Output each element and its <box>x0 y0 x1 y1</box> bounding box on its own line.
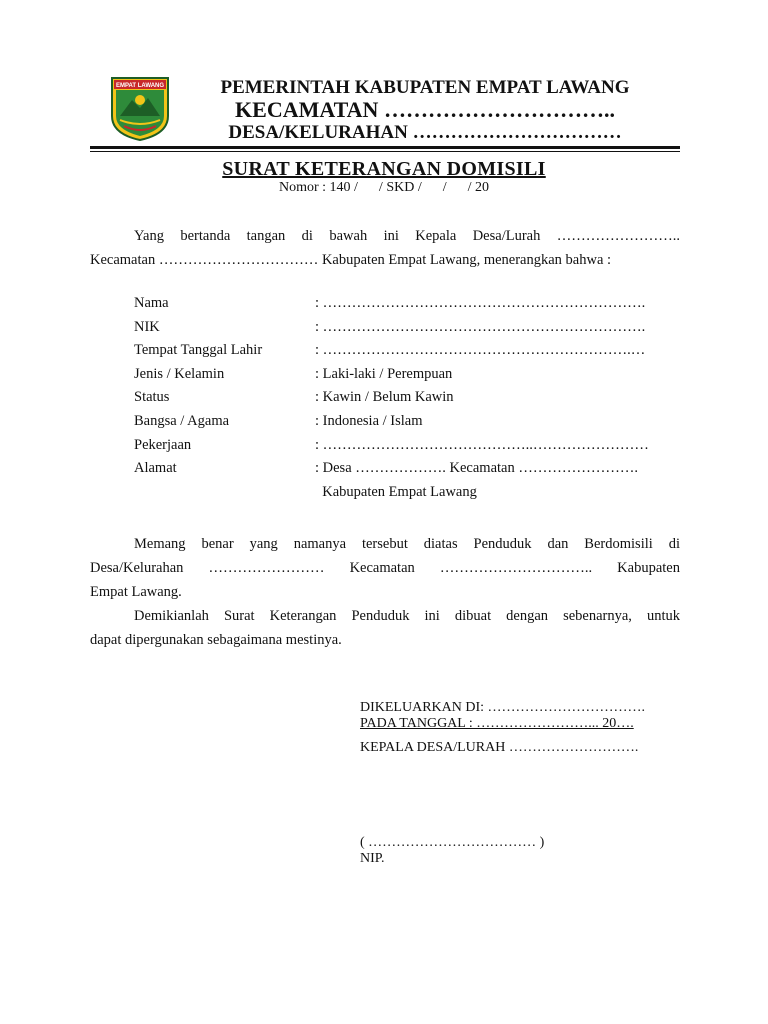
field-label: Status <box>134 389 170 406</box>
field-value: : Indonesia / Islam <box>315 412 423 429</box>
statement-paragraph <box>90 532 680 604</box>
statement-line-1: Memang benar yang namanya tersebut diatas Penduduk dan Berdomisili di <box>134 536 680 552</box>
statement-line-3: Empat Lawang. <box>90 584 182 600</box>
intro-line-2: Kecamatan …………………………… Kabupaten Empat Lawang, menerangkan bahwa : <box>90 252 612 268</box>
closing-line-2: dapat dipergunakan sebagaimana mestinya. <box>90 632 342 648</box>
signatory-title: KEPALA DESA/LURAH ………………………. <box>360 740 639 755</box>
signatory-name: ( ……………………………… ) <box>360 835 545 850</box>
document-number: Nomor : 140 / / SKD / / / 20 <box>278 180 489 195</box>
field-label: Bangsa / Agama <box>134 412 230 429</box>
statement-line-2: Desa/Kelurahan …………………… Kecamatan ………………………….. Kabupaten <box>90 560 680 576</box>
field-value: : Kawin / Belum Kawin <box>315 389 454 406</box>
field-value: : ……………………………………..…………………… <box>315 436 649 453</box>
field-value: : Desa ………………. Kecamatan ……………………. <box>315 460 638 477</box>
issued-at: DIKELUARKAN DI: ……………………………. <box>360 700 646 715</box>
empat-lawang-emblem-icon <box>110 76 170 142</box>
document-title: SURAT KETERANGAN DOMISILI <box>222 158 546 180</box>
signatory-nip: NIP. <box>360 851 385 866</box>
intro-line-1: Yang bertanda tangan di bawah ini Kepala Desa/Lurah …………………….. <box>134 228 680 244</box>
header-divider-thick <box>90 146 680 149</box>
field-label: NIK <box>134 318 160 335</box>
closing-line-1: Demikianlah Surat Keterangan Penduduk ini dibuat dengan sebenarnya, untuk <box>134 608 680 624</box>
header-desa: DESA/KELURAHAN …………………………… <box>228 122 622 143</box>
field-label: Alamat <box>134 460 177 477</box>
closing-paragraph <box>90 604 680 652</box>
header-kecamatan: KECAMATAN ………………………….. <box>235 97 615 122</box>
header-divider-thin <box>90 151 680 152</box>
field-value: Kabupaten Empat Lawang <box>315 483 477 500</box>
header-government: PEMERINTAH KABUPATEN EMPAT LAWANG <box>220 77 630 98</box>
field-label: Nama <box>134 295 169 311</box>
logo-text: EMPAT LAWANG <box>115 83 165 89</box>
field-value: : ……………………………………………………….… <box>315 342 646 359</box>
intro-paragraph <box>90 224 680 272</box>
field-label: Pekerjaan <box>134 436 192 453</box>
field-label: Tempat Tanggal Lahir <box>134 342 263 359</box>
field-value: : …………………………………………………………. <box>315 295 646 311</box>
field-value: : …………………………………………………………. <box>315 318 646 335</box>
field-label: Jenis / Kelamin <box>134 365 225 382</box>
field-value: : Laki-laki / Perempuan <box>315 365 453 382</box>
issued-date: PADA TANGGAL : ……………………... 20…. <box>360 716 634 731</box>
